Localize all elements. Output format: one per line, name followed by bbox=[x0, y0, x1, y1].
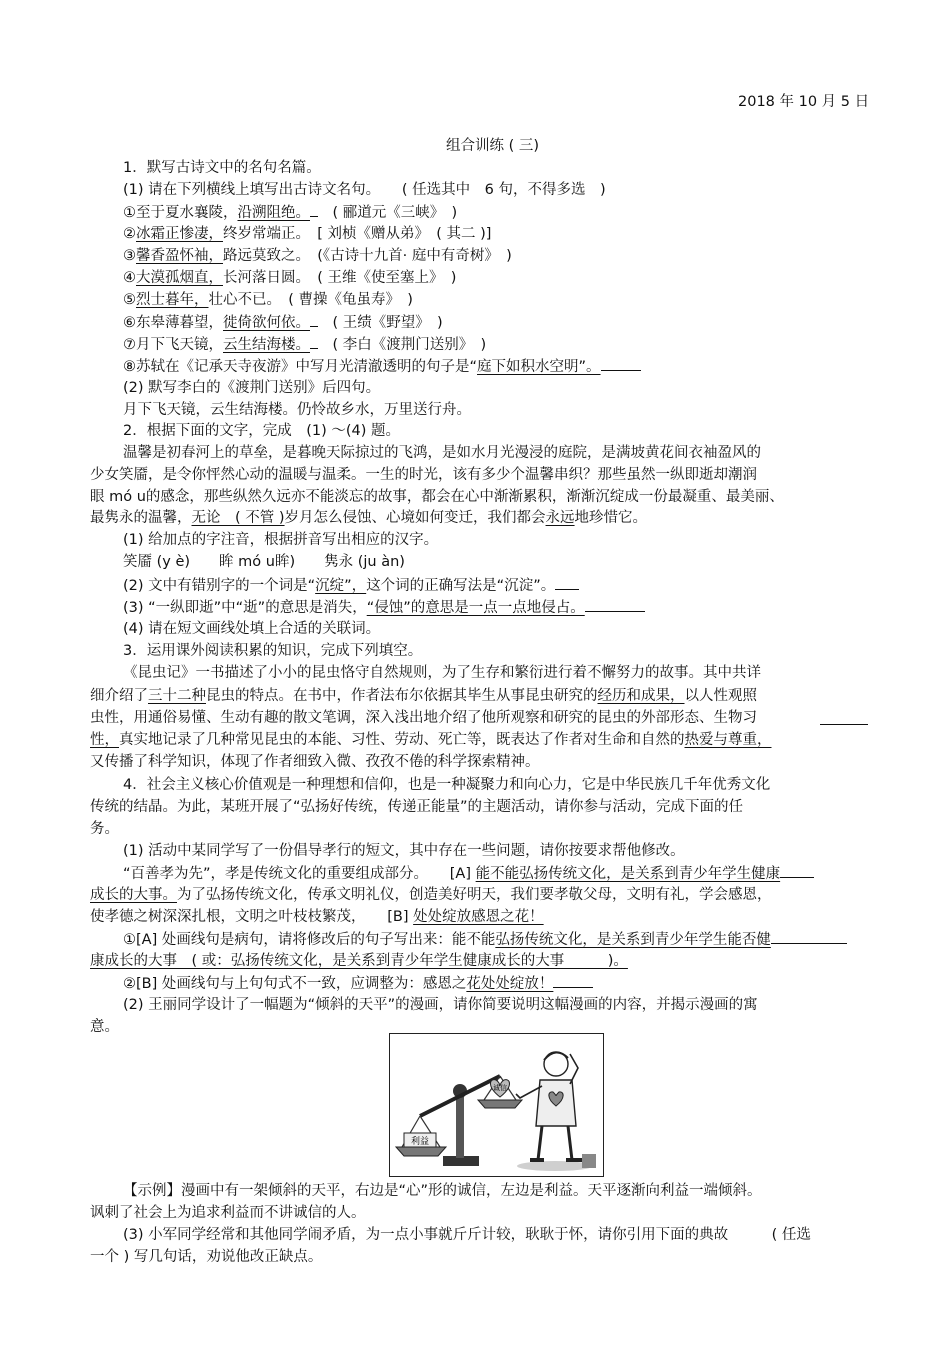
q1-part1: (1) 请在下列横线上填写出古诗文名句。 ( 任选其中 6 句，不得多选 ) bbox=[123, 182, 606, 198]
q1-item-4 bbox=[123, 268, 456, 288]
blank bbox=[555, 575, 579, 590]
q4-answer-2: 康成长的大事 ( 或：弘扬传统文化，是关系到青少年学生健康成长的大事 )。 bbox=[90, 953, 628, 969]
text: 真实地记录了几种常见昆虫的本能、习性、劳动、死亡等，既表达了作者对生命和自然的 bbox=[119, 732, 685, 748]
q4-stem-1: 4．社会主义核心价值观是一种理想和信仰，也是一种凝聚力和向心力，它是中华民族几千年优秀文化 bbox=[123, 777, 771, 793]
profit-label: 利益 bbox=[410, 1137, 430, 1147]
text: ⑥东皋薄暮望， bbox=[123, 315, 223, 331]
q1-part2: (2) 默写李白的《渡荆门送别》后四句。 bbox=[123, 380, 381, 396]
underlined: 处处绽放感恩之花！ bbox=[413, 909, 544, 925]
artist-stamp bbox=[582, 1154, 596, 1168]
q4-answer-1 bbox=[123, 929, 847, 950]
q4-sub1: (1) 活动中某同学写了一份倡导孝行的短文，其中存在一些问题，请你按要求帮他修改。 bbox=[123, 843, 685, 859]
q2-stem: 2．根据下面的文字，完成 (1) ～(4) 题。 bbox=[123, 423, 401, 439]
text: 细介绍了 bbox=[90, 688, 148, 704]
q4-sub3: (3) 小军同学经常和其他同学闹矛盾，为一点小事就斤斤计较，耿耿于怀，请你引用下面的典故 ( 任选 bbox=[123, 1227, 811, 1243]
answer: 弘扬传统文化，是关系到青少年学生能否健 bbox=[495, 932, 771, 948]
q1-part2-answer: 月下飞天镜，云生结海楼。仍怜故乡水，万里送行舟。 bbox=[123, 402, 471, 418]
floor-shadow bbox=[517, 1161, 593, 1171]
source: ( 王绩《野望》 ) bbox=[318, 315, 443, 331]
text: 昆虫的特点。在书中，作者法布尔依据其毕生从事昆虫研究的 bbox=[206, 688, 598, 704]
text: (2) 文中有错别字的一个词是“ bbox=[123, 578, 316, 594]
q4-text-line-3 bbox=[90, 907, 544, 927]
text: ④ bbox=[123, 270, 136, 286]
answer: 徙倚欲何依。 bbox=[223, 315, 310, 331]
q2-sub4: (4) 请在短文画线处填上合适的关联词。 bbox=[123, 621, 381, 637]
answer: 无论 ( 不管 ) bbox=[191, 510, 285, 526]
underlined: 成长的大事。 bbox=[90, 887, 177, 903]
answer: 热爱与尊重， bbox=[684, 732, 772, 748]
right-pan bbox=[478, 1100, 522, 1108]
blank bbox=[771, 929, 847, 944]
page-title: 组合训练 ( 三) bbox=[446, 138, 540, 154]
q3-line-5: 又传播了科学知识，体现了作者细致入微、孜孜不倦的科学探索精神。 bbox=[90, 754, 540, 770]
date: 2018 年 10 月 5 日 bbox=[738, 94, 870, 110]
blank bbox=[780, 863, 814, 878]
q2-sub3 bbox=[123, 597, 645, 618]
q1-item-7 bbox=[123, 334, 486, 355]
q2-sub1: (1) 给加点的字注音，根据拼音写出相应的汉字。 bbox=[123, 532, 439, 548]
q2-para-line-4 bbox=[90, 508, 647, 528]
q2-para-line-1: 温馨是初春河上的草垒，是暮晚天际掠过的飞鸿，是如水月光漫浸的庭院，是满坡黄花间衣袖盈风的 bbox=[123, 445, 761, 461]
q3-line-1: 《昆虫记》一书描述了小小的昆虫恪守自然规则，为了生存和繁衍进行着不懈努力的故事。其中共详 bbox=[123, 665, 761, 681]
source: ( 李白《渡荆门送别》 ) bbox=[318, 337, 487, 353]
q1-item-8 bbox=[123, 356, 641, 377]
text: (3) “一纵即逝”中“逝”的意思是消失， bbox=[123, 600, 367, 616]
source: 路远莫致之。 (《古诗十九首· 庭中有奇树》 ) bbox=[223, 248, 512, 264]
blank bbox=[310, 334, 318, 349]
q4-example-line-2: 讽刺了社会上为追求利益而不讲诚信的人。 bbox=[90, 1205, 366, 1221]
q4-text-line-2 bbox=[90, 885, 772, 905]
text: 岁月怎么侵蚀、心境如何变迁，我们都会 bbox=[284, 510, 546, 526]
blank bbox=[310, 202, 318, 217]
text: ⑧苏轼在《记承天寺夜游》中写月光清澈透明的句子是“ bbox=[123, 359, 478, 375]
q4-example-line-1: 【示例】漫画中有一架倾斜的天平，右边是“心”形的诚信，左边是利益。天平逐渐向利益一端倾斜。 bbox=[123, 1183, 762, 1199]
answer: 三十二种 bbox=[148, 688, 206, 704]
answer: 经历和成果， bbox=[597, 688, 685, 704]
underlined: 能不能弘扬传统文化，是关系到青少年学生健康 bbox=[475, 866, 781, 882]
blank bbox=[601, 356, 641, 371]
q4-text-line-1 bbox=[123, 863, 814, 884]
text: 最隽永的温馨， bbox=[90, 510, 192, 526]
q4-sub2-cont: 意。 bbox=[90, 1019, 119, 1035]
q2-sub2 bbox=[123, 575, 579, 596]
answer: 馨香盈怀袖， bbox=[136, 248, 223, 264]
q2-sub1-answer: 笑靥 (y è) 眸 mó ‍u眸) 隽永 (ju àn) bbox=[123, 554, 405, 570]
q4-sub3-cont: 一个 ) 写几句话，劝说他改正缺点。 bbox=[90, 1249, 323, 1265]
q2-para-line-2: 少女笑靥，是令你怦然心动的温暖与温柔。一生的时光，该有多少个温馨串织？那些虽然一纵即逝却潮润 bbox=[90, 467, 757, 483]
source: 终岁常端正。 [ 刘桢《赠从弟》 ( 其二 )] bbox=[223, 226, 492, 242]
text: ② bbox=[123, 226, 136, 242]
q1-item-3 bbox=[123, 246, 512, 266]
cartoon-image bbox=[390, 1034, 603, 1176]
answer: 沉绽”， bbox=[315, 578, 367, 594]
blank bbox=[310, 312, 318, 327]
answer: 云生结海楼。 bbox=[223, 337, 310, 353]
answer: 性， bbox=[90, 732, 119, 748]
q1-stem: 1．默写古诗文中的名句名篇。 bbox=[123, 160, 321, 176]
text: ③ bbox=[123, 248, 136, 264]
source: 长河落日圆。 ( 王维《使至塞上》 ) bbox=[223, 270, 457, 286]
answer: 花处处绽放！ bbox=[466, 976, 554, 992]
q4-stem-2: 传统的结晶。为此，某班开展了“弘扬好传统，传递正能量”的主题活动，请你参与活动，完成下面的任 bbox=[90, 799, 744, 815]
cartoon-tilted-scale bbox=[389, 1033, 604, 1177]
q3-line-2 bbox=[90, 686, 757, 706]
left-pan bbox=[396, 1147, 446, 1156]
text: ①[A] 处画线句是病句，请将修改后的句子写出来：能不能 bbox=[123, 932, 496, 948]
source: ( 郦道元《三峡》 ) bbox=[318, 205, 458, 221]
q1-item-2 bbox=[123, 224, 491, 244]
q1-item-5 bbox=[123, 290, 413, 310]
blank bbox=[585, 597, 645, 612]
blank bbox=[820, 710, 868, 725]
text: ⑤ bbox=[123, 292, 136, 308]
text: 使孝德之树深深扎根，文明之叶枝枝繁茂， [B] bbox=[90, 909, 414, 925]
source: 壮心不已。 ( 曹操《龟虽寿》 ) bbox=[208, 292, 413, 308]
answer: 大漠孤烟直， bbox=[136, 270, 223, 286]
q3-line-4 bbox=[90, 730, 772, 750]
scale-pillar bbox=[456, 1094, 464, 1158]
answer: “侵蚀”的意思是一点一点地侵占。 bbox=[366, 600, 585, 616]
text: ⑦月下飞天镜， bbox=[123, 337, 223, 353]
text: ①至于夏水襄陵， bbox=[123, 205, 238, 221]
text: ②[B] 处画线句与上句句式不一致，应调整为：感恩之 bbox=[123, 976, 467, 992]
text: 这个词的正确写法是“沉淀”。 bbox=[366, 578, 556, 594]
q4-sub2: (2) 王丽同学设计了一幅题为“倾斜的天平”的漫画，请你简要说明这幅漫画的内容，并揭示漫画的寓 bbox=[123, 997, 758, 1013]
q1-item-1 bbox=[123, 202, 457, 223]
answer: 沿溯阻绝。 bbox=[237, 205, 310, 221]
answer: 冰霜正惨凄， bbox=[136, 226, 223, 242]
q4-stem-3: 务。 bbox=[90, 821, 119, 837]
q3-stem: 3．运用课外阅读积累的知识，完成下列填空。 bbox=[123, 643, 423, 659]
q2-para-line-3: 眼 mó ‍u的感念，那些纵然久远亦不能淡忘的故事，都会在心中渐渐累积，渐渐沉绽成一份最凝重、最美丽、 bbox=[90, 489, 784, 505]
answer: 永远 bbox=[545, 510, 575, 526]
answer: 庭下如积水空明”。 bbox=[477, 359, 601, 375]
honesty-label: 诚信 bbox=[493, 1084, 507, 1092]
text: 以人性观照 bbox=[684, 688, 757, 704]
q3-line-3: 虫性，用通俗易懂、生动有趣的散文笔调，深入浅出地介绍了他所观察和研究的昆虫的外部形态、生物习 bbox=[90, 710, 757, 726]
text: 地珍惜它。 bbox=[574, 510, 648, 526]
text: 为了弘扬传统文化，传承文明礼仪，创造美好明天，我们要孝敬父母，文明有礼，学会感恩， bbox=[177, 887, 772, 903]
man-legs bbox=[538, 1126, 572, 1160]
blank bbox=[553, 973, 593, 988]
answer: 烈士暮年， bbox=[136, 292, 209, 308]
q1-item-6 bbox=[123, 312, 443, 333]
q4-answer-3 bbox=[123, 973, 593, 994]
text: “百善孝为先”，孝是传统文化的重要组成部分。 [A] bbox=[123, 866, 476, 882]
